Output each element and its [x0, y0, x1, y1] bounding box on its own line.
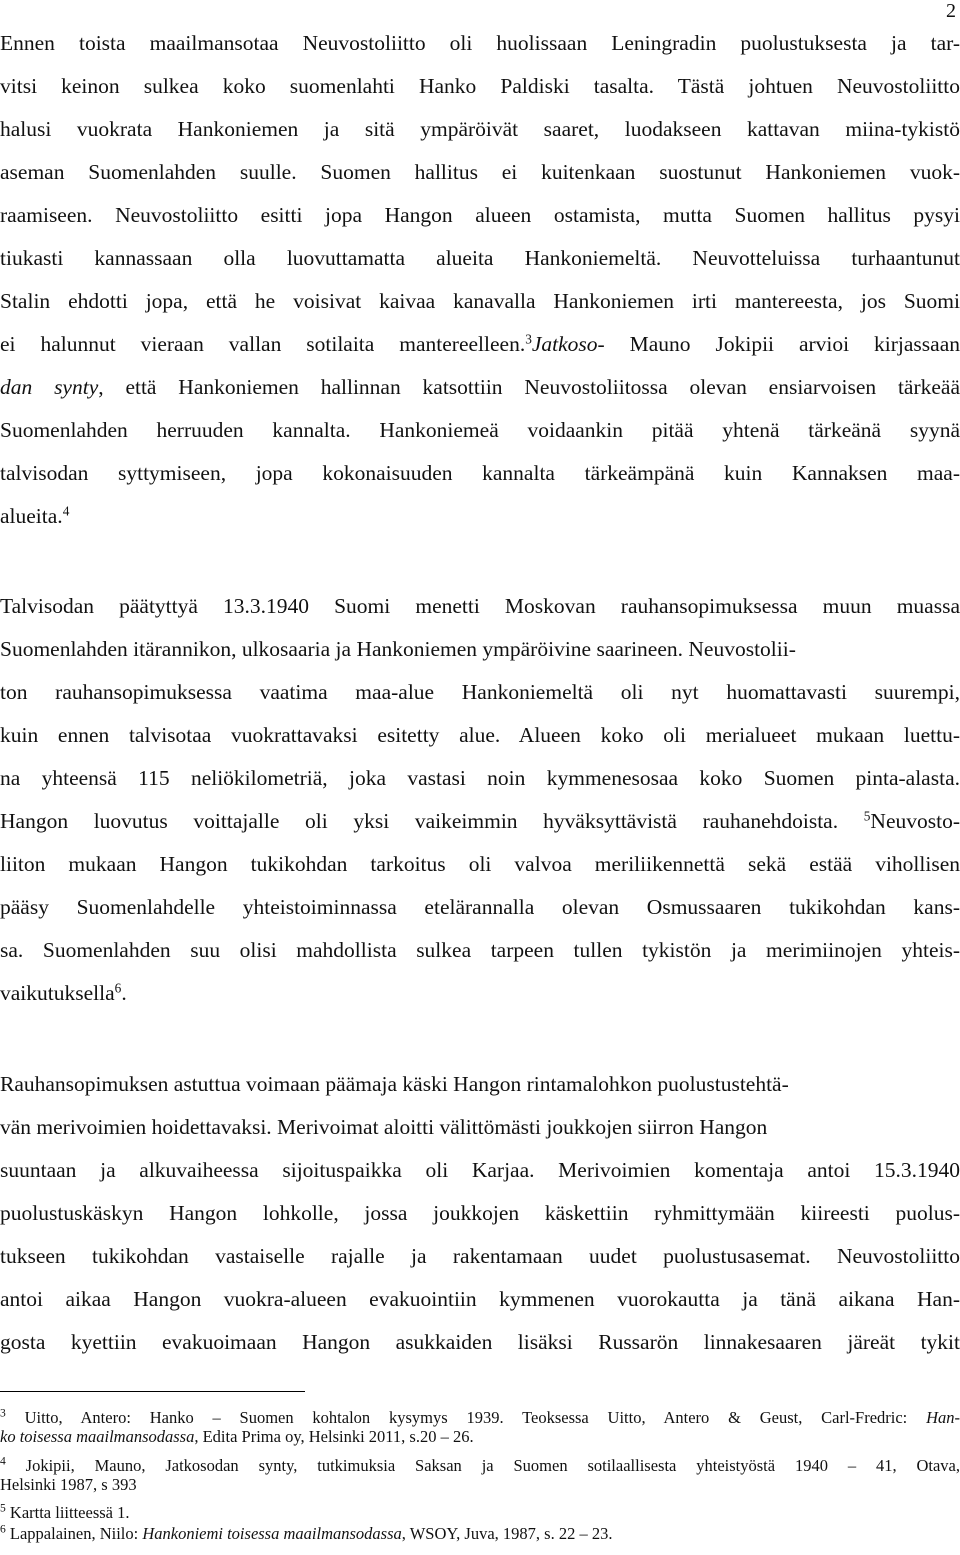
- footnote-ref: 4: [62, 503, 70, 519]
- paragraph-line: [0, 245, 960, 271]
- footnote-line: [0, 1475, 960, 1494]
- footnote-line: [0, 1408, 960, 1427]
- italic-title: dan synty: [0, 375, 99, 399]
- paragraph-line: [0, 1114, 960, 1140]
- text-run: na yhteensä 115 neliökilometriä, joka vastasi noin kymmenesosaa koko Suomen pinta-alasta.: [0, 766, 960, 790]
- italic-title: Jatkoso-: [531, 332, 605, 356]
- text-run: Suomenlahden itärannikon, ulkosaaria ja Hankoniemen ympäröivine saarineen. Neuvostolii-: [0, 637, 796, 661]
- paragraph-line: [0, 593, 960, 619]
- paragraph-line: [0, 159, 960, 185]
- text-run: Talvisodan päätyttyä 13.3.1940 Suomi menetti Moskovan rauhansopimuksessa muun muassa: [0, 594, 960, 618]
- paragraph-line: [0, 1286, 960, 1312]
- text-run: suuntaan ja alkuvaiheessa sijoituspaikka oli Karjaa. Merivoimien komentaja antoi 15.3.1940: [0, 1158, 960, 1182]
- paragraph-line: [0, 503, 960, 529]
- footnote-line: [0, 1456, 960, 1475]
- paragraph-line: [0, 937, 960, 963]
- footnote-ref: 3: [0, 1407, 6, 1420]
- text-run: vitsi keinon sulkea koko suomenlahti Hanko Paldiski tasalta. Tästä johtuen Neuvostoliitto: [0, 74, 960, 98]
- paragraph-line: [0, 460, 960, 486]
- paragraph-line: [0, 116, 960, 142]
- text-run: Mauno Jokipii arvioi kirjassaan: [604, 332, 960, 356]
- text-run: Stalin ehdotti jopa, että he voisivat kaivaa kanavalla Hankoniemen irti mantereesta, jos Suomi: [0, 289, 960, 313]
- text-run: ton rauhansopimuksessa vaatima maa-alue Hankoniemeltä oli nyt huomattavasti suurempi,: [0, 680, 960, 704]
- paragraph-line: [0, 1329, 960, 1355]
- paragraph-line: [0, 288, 960, 314]
- text-run: sa. Suomenlahden suu olisi mahdollista sulkea tarpeen tullen tykistön ja merimiinojen yhteis-: [0, 938, 960, 962]
- text-run: Uitto, Antero: Hanko – Suomen kohtalon kysymys 1939. Teoksessa Uitto, Antero & Geust, Carl-Fredric:: [5, 1408, 927, 1427]
- paragraph-line: [0, 374, 960, 400]
- text-run: gosta kyettiin evakuoimaan Hangon asukkaiden lisäksi Russarön linnakesaaren järeät tykit: [0, 1330, 960, 1354]
- text-run: Ennen toista maailmansotaa Neuvostoliitto oli huolissaan Leningradin puolustuksesta ja tar-: [0, 31, 960, 55]
- footnote-line: [0, 1503, 960, 1522]
- paragraph-line: [0, 679, 960, 705]
- paragraph-line: [0, 202, 960, 228]
- footnote-ref: 6: [0, 1523, 6, 1536]
- text-run: talvisodan syttymiseen, jopa kokonaisuuden kannalta tärkeämpänä kuin Kannaksen maa-: [0, 461, 960, 485]
- paragraph-line: [0, 636, 960, 662]
- footnote-ref: 4: [0, 1455, 6, 1468]
- footnote-ref: 3: [525, 331, 532, 347]
- paragraph-line: [0, 1071, 960, 1097]
- text-run: Kartta liitteessä 1.: [5, 1503, 130, 1522]
- paragraph-line: [0, 73, 960, 99]
- text-run: pääsy Suomenlahdelle yhteistoiminnassa etelärannalla olevan Osmussaaren tukikohdan kans-: [0, 895, 960, 919]
- text-run: Helsinki 1987, s 393: [0, 1475, 137, 1494]
- text-run: , WSOY, Juva, 1987, s. 22 – 23.: [401, 1524, 613, 1543]
- text-run: vaikutuksella: [0, 981, 115, 1005]
- text-run: Jokipii, Mauno, Jatkosodan synty, tutkimuksia Saksan ja Suomen sotilaallisesta yhteistyöstä 1940 – 41, Otava,: [5, 1456, 960, 1475]
- text-run: aseman Suomenlahden suulle. Suomen hallitus ei kuitenkaan suostunut Hankoniemen vuok-: [0, 160, 960, 184]
- paragraph-line: [0, 851, 960, 877]
- paragraph-line: [0, 417, 960, 443]
- text-run: ei halunnut vieraan vallan sotilaita mantereelleen.: [0, 332, 526, 356]
- text-run: liiton mukaan Hangon tukikohdan tarkoitus oli valvoa meriliikennettä sekä estää vihollisen: [0, 852, 960, 876]
- footnote-ref: 5: [863, 808, 871, 824]
- footnote-line: [0, 1427, 960, 1446]
- text-run: Hangon luovutus voittajalle oli yksi vaikeimmin hyväksyttävistä rauhanehdoista.: [0, 809, 864, 833]
- footnote-line: [0, 1524, 960, 1543]
- text-run: , Edita Prima oy, Helsinki 2011, s.20 – 26.: [194, 1427, 474, 1446]
- paragraph-line: [0, 980, 960, 1006]
- paragraph-line: [0, 722, 960, 748]
- paragraph-line: [0, 30, 960, 56]
- paragraph-line: [0, 808, 960, 834]
- footnote-ref: 5: [0, 1502, 6, 1515]
- paragraph-line: [0, 894, 960, 920]
- text-run: raamiseen. Neuvostoliitto esitti jopa Hangon alueen ostamista, mutta Suomen hallitus pysyi: [0, 203, 960, 227]
- footnote-separator: [0, 1391, 305, 1392]
- paragraph-line: [0, 1200, 960, 1226]
- paragraph-line: [0, 1157, 960, 1183]
- paragraph-line: [0, 1243, 960, 1269]
- italic-title: ko toisessa maailmansodassa: [0, 1427, 195, 1446]
- text-run: .: [121, 981, 127, 1005]
- italic-title: Han-: [926, 1408, 960, 1427]
- text-run: puolustuskäskyn Hangon lohkolle, jossa joukkojen käskettiin ryhmittymään kiireesti puolus-: [0, 1201, 960, 1225]
- paragraph-line: [0, 331, 960, 357]
- page-number: 2: [946, 0, 956, 22]
- paragraph-line: [0, 765, 960, 791]
- footnote-ref: 6: [114, 980, 122, 996]
- text-run: , että Hankoniemen hallinnan katsottiin Neuvostoliitossa olevan ensiarvoisen tärkeää: [98, 375, 960, 399]
- text-run: antoi aikaa Hangon vuokra-alueen evakuointiin kymmenen vuorokautta ja tänä aikana Han-: [0, 1287, 960, 1311]
- text-run: tiukasti kannassaan olla luovuttamatta alueita Hankoniemeltä. Neuvotteluissa turhaantunut: [0, 246, 960, 270]
- italic-title: Hankoniemi toisessa maailmansodassa: [142, 1524, 402, 1543]
- text-run: alueita.: [0, 504, 63, 528]
- text-run: Neuvosto-: [870, 809, 960, 833]
- text-run: Suomenlahden herruuden kannalta. Hankoniemeä voidaankin pitää yhtenä tärkeänä syynä: [0, 418, 960, 442]
- text-run: vän merivoimien hoidettavaksi. Merivoimat aloitti välittömästi joukkojen siirron Hangon: [0, 1115, 768, 1139]
- text-run: tukseen tukikohdan vastaiselle rajalle ja rakentamaan uudet puolustusasemat. Neuvostoliitto: [0, 1244, 960, 1268]
- text-run: Lappalainen, Niilo:: [5, 1524, 143, 1543]
- text-run: halusi vuokrata Hankoniemen ja sitä ympäröivät saaret, luodakseen kattavan miina-tykistö: [0, 117, 960, 141]
- text-run: kuin ennen talvisotaa vuokrattavaksi esitetty alue. Alueen koko oli merialueet mukaan luettu-: [0, 723, 960, 747]
- text-run: Rauhansopimuksen astuttua voimaan päämaja käski Hangon rintamalohkon puolustustehtä-: [0, 1072, 789, 1096]
